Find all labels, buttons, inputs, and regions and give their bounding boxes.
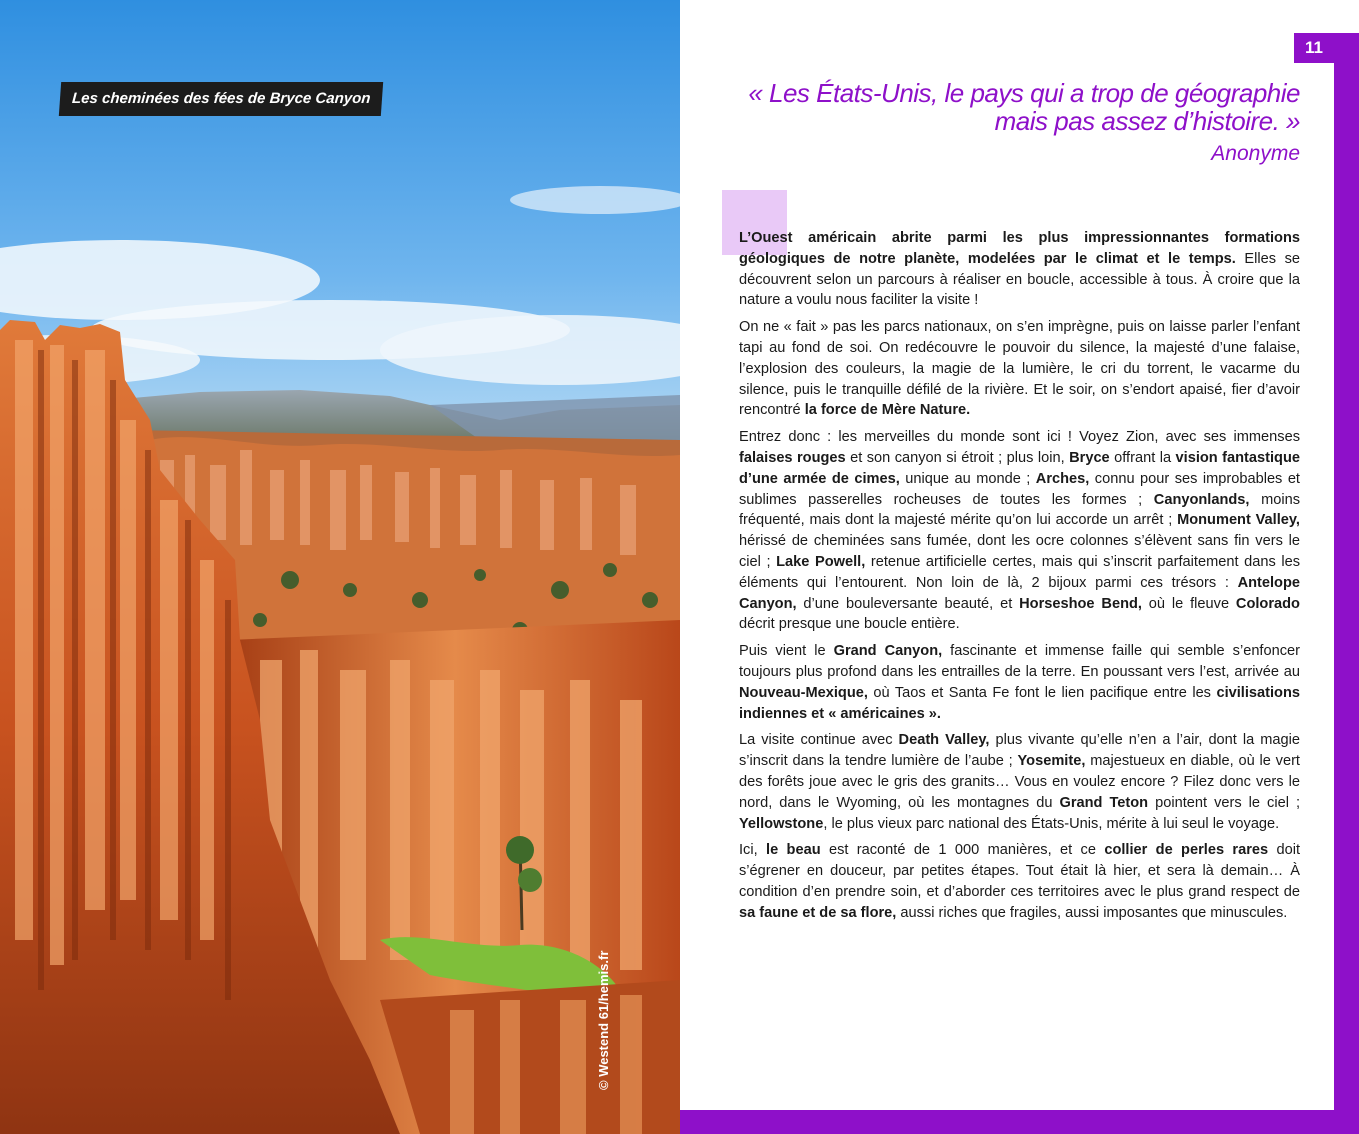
bold-run: Canyonlands, bbox=[1153, 491, 1250, 508]
text-run: unique au monde ; bbox=[899, 470, 1036, 487]
text-run: connu pour ses improbables et sublimes passerelles rocheuses de toutes les formes ; bbox=[739, 470, 1300, 508]
text-run: On ne « fait » pas les parcs nationaux, on s’en imprègne, puis on laisse parler l’enfant tapi au fond de soi. On redécouvre le pouvoir du silence, la majesté d’une falaise, l’explosion des couleurs, la magie de la lumière, le cri du torrent, le vacarme du silence, puis le tranquille défilé de la rivière. Et le soir, on s’endort apaisé, fier d’avoir rencontré bbox=[739, 319, 1300, 419]
bold-run: civilisations indiennes et « américaines ». bbox=[739, 684, 1300, 722]
text-run: Ici, bbox=[739, 842, 767, 859]
photo-caption: Les cheminées des fées de Bryce Canyon bbox=[59, 82, 384, 116]
text-run: doit s’égrener en douceur, par petites étapes. Tout était là hier, et sera là demain… À condition d’en prendre soin, et d’aborder ces territoires avec le plus grand respect de bbox=[739, 842, 1301, 900]
bold-run: Colorado bbox=[1235, 595, 1300, 612]
bold-run: vision fantastique d’une armée de cimes, bbox=[739, 449, 1300, 487]
text-run: plus vivante qu’elle n’en a l’air, dont la magie s’inscrit dans la tendre lumière de l’aube ; bbox=[739, 732, 1300, 770]
bold-run: Horseshoe Bend, bbox=[1019, 595, 1142, 612]
text-run: est raconté de 1 000 manières, et ce bbox=[820, 842, 1105, 859]
photo-credit: © Westend 61/hemis.fr bbox=[596, 950, 611, 1090]
bold-run: Yellowstone bbox=[739, 815, 824, 832]
quote-line-1: « Les États-Unis, le pays qui a trop de géographie bbox=[748, 78, 1300, 108]
bold-run: la force de Mère Nature. bbox=[804, 402, 971, 419]
epigraph-quote bbox=[700, 79, 1300, 135]
text-run: où Taos et Santa Fe font le lien pacifique entre les bbox=[867, 684, 1217, 701]
bold-run: Antelope Canyon, bbox=[739, 574, 1300, 612]
bold-run: Monument Valley, bbox=[1177, 512, 1300, 529]
bold-run: Death Valley, bbox=[898, 732, 990, 749]
text-run: Puis vient le bbox=[739, 643, 834, 660]
text-run: fascinante et immense faille qui semble s’enfoncer toujours plus profond dans les entrailles de la terre. En poussant vers l’est, arrivée au bbox=[739, 643, 1300, 680]
text-run: et son canyon si étroit ; plus loin, bbox=[845, 449, 1070, 466]
text-run: La visite continue avec bbox=[739, 732, 899, 749]
paragraph bbox=[739, 228, 1300, 311]
text-run: moins fréquenté, mais dont la majesté mérite qu’on lui accorde un arrêt ; bbox=[739, 491, 1301, 529]
bold-run: falaises rouges bbox=[739, 449, 846, 466]
paragraph bbox=[739, 730, 1300, 834]
paragraph bbox=[739, 840, 1300, 923]
text-run: , le plus vieux parc national des États-Unis, mérite à lui seul le voyage. bbox=[823, 815, 1280, 832]
bold-run: Bryce bbox=[1069, 449, 1110, 466]
bold-run: L’Ouest américain abrite parmi les plus impressionnantes formations géologiques de notre planète, modelées par le climat et le temps. bbox=[739, 230, 1300, 267]
bold-run: Grand Canyon, bbox=[833, 643, 943, 660]
bold-run: collier de perles rares bbox=[1104, 842, 1269, 859]
bold-run: Arches, bbox=[1035, 470, 1090, 487]
text-run: offrant la bbox=[1109, 449, 1176, 466]
text-run: où le fleuve bbox=[1141, 595, 1236, 612]
text-run: décrit presque une boucle entière. bbox=[739, 616, 960, 633]
page-number: 11 bbox=[1294, 33, 1334, 63]
text-run: hérissé de cheminées sans fumée, dont les ocre colonnes s’élèvent sans fin vers le ciel ; bbox=[739, 533, 1300, 570]
bold-run: Nouveau-Mexique, bbox=[739, 684, 868, 701]
text-run: Elles se découvrent selon un parcours à réaliser en boucle, accessible à tous. À croire que la nature a voulu nous faciliter la visite ! bbox=[739, 250, 1301, 309]
bold-run: le beau bbox=[766, 842, 821, 859]
paragraph bbox=[739, 427, 1300, 635]
text-run: Entrez donc : les merveilles du monde sont ici ! Voyez Zion, avec ses immenses bbox=[739, 429, 1300, 446]
paragraph bbox=[739, 641, 1300, 724]
text-run: d’une bouleversante beauté, et bbox=[796, 595, 1020, 612]
accent-sidebar bbox=[1334, 33, 1359, 1134]
text-run: aussi riches que fragiles, aussi imposantes que minuscules. bbox=[896, 904, 1288, 921]
body-text bbox=[739, 228, 1300, 930]
quote-line-2: mais pas assez d’histoire. » bbox=[994, 106, 1300, 136]
text-run: pointent vers le ciel ; bbox=[1148, 794, 1301, 811]
bold-run: Yosemite, bbox=[1017, 753, 1086, 770]
paragraph bbox=[739, 317, 1300, 421]
bold-run: sa faune et de sa flore, bbox=[739, 904, 897, 921]
text-run: majestueux en diable, où le vert des forêts joue avec le gris des granits… Vous en voulez encore ? Filez donc vers le nord, dans le Wyoming, où les montagnes du bbox=[739, 753, 1300, 811]
accent-footer-bar bbox=[680, 1110, 1359, 1134]
quote-author: Anonyme bbox=[1211, 142, 1300, 165]
bold-run: Lake Powell, bbox=[776, 553, 866, 570]
bold-run: Grand Teton bbox=[1059, 794, 1149, 811]
text-run: retenue artificielle certes, mais qui s’inscrit parfaitement dans les éléments qui l’entourent. Non loin de là, 2 bijoux parmi ces trésors : bbox=[739, 553, 1301, 591]
